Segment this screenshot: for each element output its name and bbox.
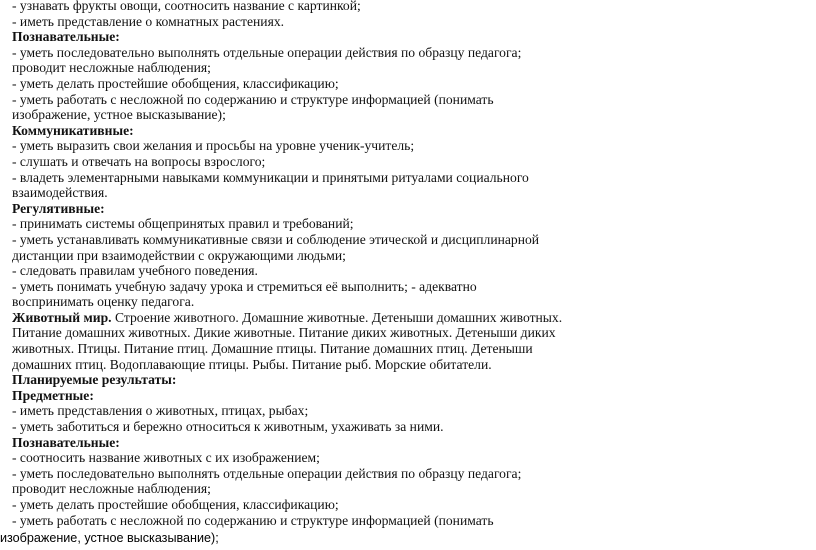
line-text: - владеть элементарными навыками коммуникации и принятыми ритуалами социального	[12, 169, 529, 185]
text-line	[12, 466, 802, 482]
line-text: домашних птиц. Водоплавающие птицы. Рыбы. Питание рыб. Морские обитатели.	[12, 356, 492, 372]
text-line	[12, 138, 802, 154]
text-line	[12, 481, 802, 497]
text-line	[12, 60, 802, 76]
text-line	[12, 232, 802, 248]
line-text: - соотносить название животных с их изображением;	[12, 450, 320, 466]
text-line	[12, 216, 802, 232]
line-text: - уметь делать простейшие обобщения, классификацию;	[12, 75, 339, 91]
text-line	[12, 0, 802, 14]
heading-text: Животный мир.	[12, 309, 112, 325]
text-line	[12, 497, 802, 513]
heading-text: Предметные:	[12, 387, 94, 403]
line-text: проводит несложные наблюдения;	[12, 60, 211, 76]
document-body	[12, 0, 802, 528]
line-text: - уметь заботиться и бережно относиться к животным, ухаживать за ними.	[12, 419, 444, 435]
text-line	[12, 92, 802, 108]
line-text: дистанции при взаимодействии с окружающими людьми;	[12, 247, 346, 263]
section-heading	[12, 388, 802, 404]
line-text: - уметь работать с несложной по содержанию и структуре информацией (понимать	[12, 512, 494, 528]
text-line	[12, 357, 802, 373]
text-line	[12, 513, 802, 529]
text-line	[12, 310, 802, 326]
line-text: - уметь устанавливать коммуникативные связи и соблюдение этической и дисциплинарной	[12, 231, 540, 247]
line-text: - принимать системы общепринятых правил и требований;	[12, 216, 354, 232]
line-text: Питание домашних животных. Дикие животные. Питание диких животных. Детеныши диких	[12, 325, 556, 341]
text-line	[12, 154, 802, 170]
section-heading	[12, 201, 802, 217]
text-line	[12, 185, 802, 201]
line-text: - следовать правилам учебного поведения.	[12, 263, 258, 279]
text-line	[12, 279, 802, 295]
text-line	[12, 107, 802, 123]
document-last-line: изображение, устное высказывание);	[0, 531, 219, 545]
text-line	[12, 14, 802, 30]
text-line	[12, 45, 802, 61]
text-line	[12, 248, 802, 264]
line-text: - слушать и отвечать на вопросы взрослого;	[12, 153, 266, 169]
line-text: - уметь понимать учебную задачу урока и стремиться её выполнить; - адекватно	[12, 278, 477, 294]
heading-text: Познавательные:	[12, 29, 120, 45]
heading-text: Коммуникативные:	[12, 122, 134, 138]
line-text: - иметь представление о комнатных растениях.	[12, 13, 285, 29]
text-line	[12, 419, 802, 435]
line-text: - уметь работать с несложной по содержанию и структуре информацией (понимать	[12, 91, 494, 107]
line-text: Строение животного. Домашние животные. Детеныши домашних животных.	[111, 309, 563, 325]
text-line	[12, 450, 802, 466]
text-line	[12, 403, 802, 419]
section-heading	[12, 123, 802, 139]
line-text: - уметь последовательно выполнять отдельные операции действия по образцу педагога;	[12, 465, 522, 481]
heading-text: Регулятивные:	[12, 200, 105, 216]
line-text: взаимодействия.	[12, 185, 108, 201]
line-text: проводит несложные наблюдения;	[12, 481, 211, 497]
section-heading	[12, 435, 802, 451]
heading-text: Познавательные:	[12, 434, 120, 450]
line-text: - иметь представления о животных, птицах, рыбах;	[12, 403, 309, 419]
line-text: животных. Птицы. Питание птиц. Домашние птицы. Питание домашних птиц. Детеныши	[12, 341, 533, 357]
line-text: - узнавать фрукты овощи, соотносить название с картинкой;	[12, 0, 361, 13]
text-line	[12, 76, 802, 92]
text-line	[12, 341, 802, 357]
line-text: изображение, устное высказывание);	[12, 107, 226, 123]
heading-text: Планируемые результаты:	[12, 372, 177, 388]
text-line	[12, 263, 802, 279]
text-line	[12, 294, 802, 310]
line-text: воспринимать оценку педагога.	[12, 294, 195, 310]
text-line	[12, 170, 802, 186]
line-text: - уметь последовательно выполнять отдельные операции действия по образцу педагога;	[12, 44, 522, 60]
line-text: - уметь делать простейшие обобщения, классификацию;	[12, 497, 339, 512]
text-line	[12, 325, 802, 341]
section-heading	[12, 372, 802, 388]
section-heading	[12, 29, 802, 45]
line-text: - уметь выразить свои желания и просьбы на уровне ученик-учитель;	[12, 138, 415, 154]
